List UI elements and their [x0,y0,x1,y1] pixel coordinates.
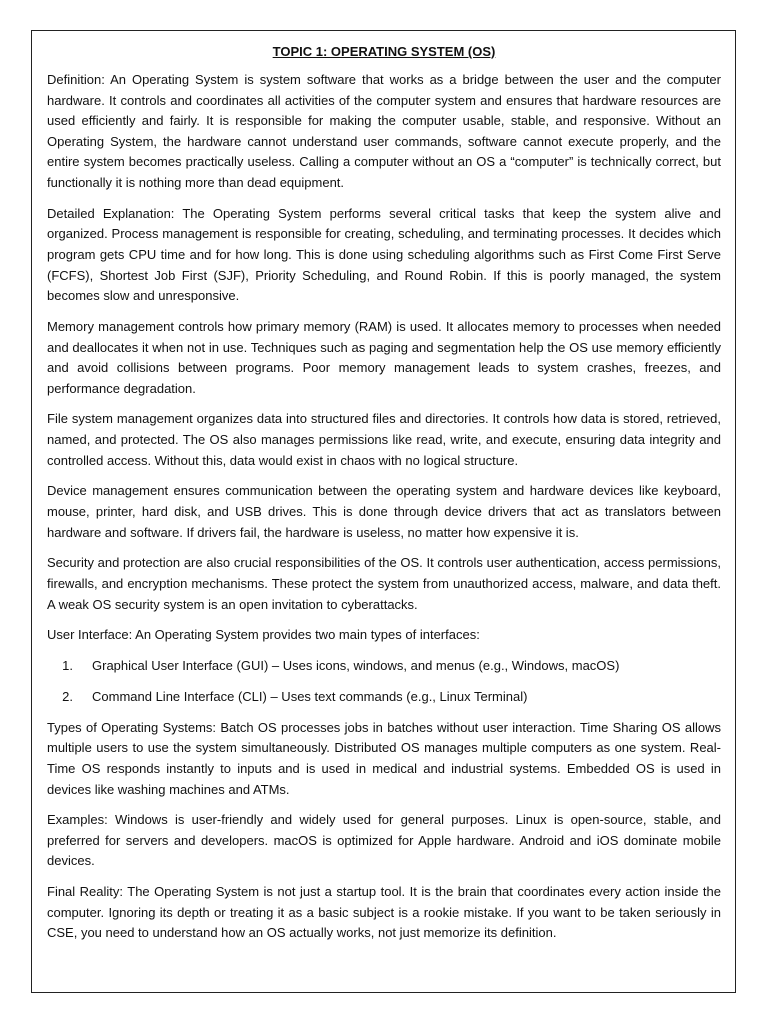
paragraph-final-reality: Final Reality: The Operating System is not just a startup tool. It is the brain that coordinates every action inside the computer. Ignoring its depth or treating it as a basic subject is a rookie mistake. If you want to be taken seriously in CSE, you need to understand how an OS actually works, not just memorize its definition. [47,884,721,941]
paragraph-user-interface: User Interface: An Operating System provides two main types of interfaces: [47,627,480,643]
document-body [47,42,721,954]
list-item [47,656,721,677]
document-title: TOPIC 1: OPERATING SYSTEM (OS) [272,44,496,59]
paragraph-examples: Examples: Windows is user-friendly and widely used for general purposes. Linux is open-source, stable, and preferred for servers and developers. macOS is optimized for Apple hardware. Android and iOS dominate mobile devices. [47,812,721,869]
paragraph-memory-management: Memory management controls how primary memory (RAM) is used. It allocates memory to processes when needed and deallocates it when not in use. Techniques such as paging and segmentation help the OS use memory efficiently and avoid collisions between programs. Poor memory management leads to system crashes, freezes, and performance degradation. [47,318,721,396]
list-item [47,687,721,708]
paragraph-types-of-os: Types of Operating Systems: Batch OS processes jobs in batches without user interaction. Time Sharing OS allows multiple users to use the system simultaneously. Distributed OS manages multiple computers as one system. Real-Time OS responds instantly to inputs and is used in medical and industrial systems. Embedded OS is used in devices like washing machines and ATMs. [47,719,721,797]
paragraph-definition: Definition: An Operating System is system software that works as a bridge between the user and the computer hardware. It controls and coordinates all activities of the computer system and ensures that hardware resources are used efficiently and fairly. It is responsible for making the computer usable, stable, and responsive. Without an Operating System, the hardware cannot understand user commands, software cannot execute properly, and the entire system becomes practically useless. Calling a computer without an OS a “computer” is technically correct, but functionally it is nothing more than dead equipment. [47,72,721,190]
paragraph-security: Security and protection are also crucial responsibilities of the OS. It controls user authentication, access permissions, firewalls, and encryption mechanisms. These protect the system from unauthorized access, malware, and data theft. A weak OS security system is an open invitation to cyberattacks. [47,555,721,612]
list-item-text: Graphical User Interface (GUI) – Uses icons, windows, and menus (e.g., Windows, macOS) [92,658,620,674]
paragraph-device-management: Device management ensures communication between the operating system and hardware devices like keyboard, mouse, printer, hard disk, and USB drives. This is done through device drivers that act as translators between hardware and software. If drivers fail, the hardware is useless, no matter how expensive it is. [47,483,721,540]
paragraph-detailed-explanation: Detailed Explanation: The Operating System performs several critical tasks that keep the system alive and organized. Process management is responsible for creating, scheduling, and terminating processes. It decides which program gets CPU time and for how long. This is done using scheduling algorithms such as First Come First Serve (FCFS), Shortest Job First (SJF), Priority Scheduling, and Round Robin. If this is poorly managed, the system becomes slow and unresponsive. [47,205,721,304]
list-item-number: 1. [62,658,73,674]
list-item-text: Command Line Interface (CLI) – Uses text commands (e.g., Linux Terminal) [92,688,528,704]
interface-list [47,656,721,707]
paragraph-file-system: File system management organizes data into structured files and directories. It controls how data is stored, retrieved, named, and protected. The OS also manages permissions like read, write, and execute, ensuring data integrity and controlled access. Without this, data would exist in chaos with no logical structure. [47,411,721,468]
list-item-number: 2. [62,688,73,704]
